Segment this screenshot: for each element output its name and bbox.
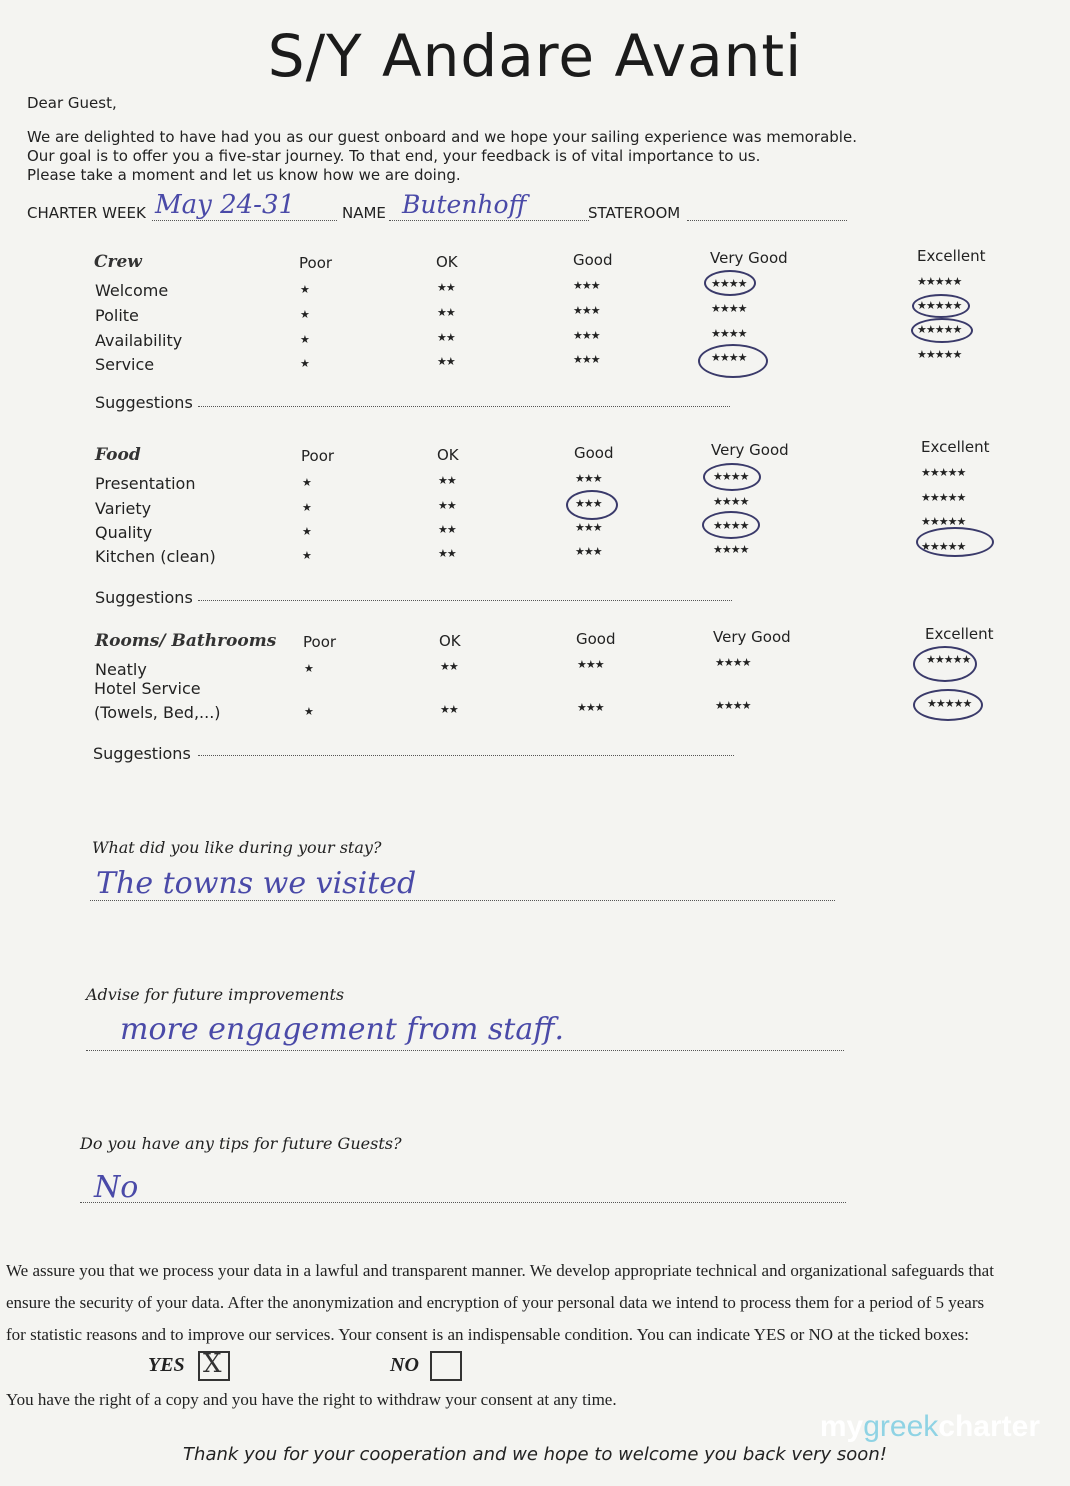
column-very-good: Very Good	[711, 441, 789, 459]
consent-no-label: NO	[390, 1354, 419, 1376]
selection-circle	[912, 294, 970, 318]
answer-tips-field[interactable]	[80, 1202, 846, 1203]
stateroom-label: STATEROOM	[588, 204, 681, 222]
rating-option[interactable]: ★★	[437, 331, 455, 344]
rating-option[interactable]: ★	[302, 525, 311, 538]
column-excellent: Excellent	[917, 247, 986, 265]
document-title: S/Y Andare Avanti	[267, 22, 803, 90]
consent-yes-mark: X	[203, 1349, 222, 1379]
selection-circle	[916, 527, 994, 557]
rating-option[interactable]: ★	[302, 549, 311, 562]
question-improvements: Advise for future improvements	[86, 985, 345, 1004]
rating-option[interactable]: ★★	[438, 474, 456, 487]
rating-option[interactable]: ★★	[440, 703, 458, 716]
rating-option[interactable]: ★★★★	[713, 543, 749, 556]
rating-option[interactable]: ★★★★	[715, 699, 751, 712]
rating-option[interactable]: ★★★	[575, 497, 602, 510]
rating-option[interactable]: ★★★★★	[917, 299, 962, 312]
column-good: Good	[573, 251, 613, 269]
answer-improvements-field[interactable]	[86, 1050, 844, 1051]
selection-circle	[698, 344, 768, 378]
column-good: Good	[574, 444, 614, 462]
rating-option[interactable]: ★★★	[573, 279, 600, 292]
answer-tips: No	[94, 1170, 139, 1205]
suggestions-label: Suggestions	[95, 588, 193, 607]
selection-circle	[702, 511, 760, 539]
question-tips: Do you have any tips for future Guests?	[80, 1134, 402, 1153]
selection-circle	[913, 646, 977, 682]
rating-option[interactable]: ★★★★★	[921, 515, 966, 528]
column-very-good: Very Good	[713, 628, 791, 646]
stateroom-field[interactable]	[687, 220, 847, 221]
intro-line: Please take a moment and let us know how we are doing.	[27, 166, 461, 184]
suggestions-label: Suggestions	[95, 393, 193, 412]
rating-option[interactable]: ★	[302, 476, 311, 489]
rating-option[interactable]: ★★★★★	[917, 275, 962, 288]
column-poor: Poor	[303, 633, 337, 651]
row-label-kitchen: Kitchen (clean)	[95, 547, 216, 566]
answer-liked: The towns we visited	[96, 866, 417, 901]
salutation: Dear Guest,	[27, 94, 117, 112]
rating-option[interactable]: ★★★	[577, 658, 604, 671]
intro-line: We are delighted to have had you as our guest onboard and we hope your sailing experience was memorable.	[27, 128, 857, 146]
rating-option[interactable]: ★★	[437, 355, 455, 368]
rating-option[interactable]: ★★★★	[713, 495, 749, 508]
column-ok: OK	[439, 632, 461, 650]
column-excellent: Excellent	[925, 625, 994, 643]
rating-option[interactable]: ★★★	[575, 521, 602, 534]
section-title: Rooms/ Bathrooms	[95, 631, 277, 651]
rating-option[interactable]: ★★★★★	[926, 653, 971, 666]
thank-you-note: Thank you for your cooperation and we hope to welcome you back very soon!	[183, 1444, 887, 1465]
data-privacy-notice	[6, 1255, 1066, 1351]
rating-option[interactable]: ★★★★	[715, 656, 751, 669]
rating-option[interactable]: ★★★★★	[917, 323, 962, 336]
rating-option[interactable]: ★★	[438, 499, 456, 512]
consent-yes-checkbox[interactable]	[198, 1351, 230, 1381]
rating-option[interactable]: ★	[300, 357, 309, 370]
row-label-neatly: Neatly	[95, 660, 147, 679]
row-label-availability: Availability	[95, 331, 183, 350]
row-label-welcome: Welcome	[95, 281, 169, 300]
rating-option[interactable]: ★★★★★	[921, 491, 966, 504]
suggestions-field[interactable]	[198, 755, 734, 756]
charter-week-field[interactable]	[152, 220, 337, 221]
intro-line: Our goal is to offer you a five-star journey. To that end, your feedback is of vital importance to us.	[27, 147, 761, 165]
logo-part: greek	[863, 1410, 939, 1443]
rating-option[interactable]: ★	[304, 705, 313, 718]
rating-option[interactable]: ★★★	[577, 701, 604, 714]
consent-yes-label: YES	[148, 1354, 185, 1376]
question-liked: What did you like during your stay?	[92, 838, 382, 857]
rating-option[interactable]: ★★	[438, 523, 456, 536]
name-label: NAME	[342, 204, 386, 222]
rating-option[interactable]: ★	[300, 333, 309, 346]
rating-option[interactable]: ★★★★	[713, 519, 749, 532]
selection-circle	[703, 463, 761, 491]
rating-option[interactable]: ★★★★★	[917, 348, 962, 361]
row-label-hotel-service: Hotel Service	[94, 679, 201, 698]
column-ok: OK	[436, 253, 458, 271]
rating-option[interactable]: ★★★	[575, 472, 602, 485]
charter-week-value: May 24-31	[155, 190, 296, 220]
intro-paragraph	[27, 128, 887, 185]
rating-option[interactable]: ★★	[437, 306, 455, 319]
rating-option[interactable]: ★★★★	[711, 277, 747, 290]
rating-option[interactable]: ★★★★★	[927, 697, 972, 710]
rating-option[interactable]: ★	[302, 501, 311, 514]
selection-circle	[913, 689, 983, 721]
rating-option[interactable]: ★★★★	[711, 351, 747, 364]
rating-option[interactable]: ★★★	[573, 353, 600, 366]
row-label-polite: Polite	[95, 306, 139, 325]
column-good: Good	[576, 630, 616, 648]
row-label-service: Service	[95, 355, 155, 374]
row-label-presentation: Presentation	[95, 474, 196, 493]
charter-info-line	[27, 190, 857, 224]
name-field[interactable]	[389, 220, 589, 221]
rating-option[interactable]: ★	[304, 662, 313, 675]
column-excellent: Excellent	[921, 438, 990, 456]
rating-option[interactable]: ★	[300, 283, 309, 296]
privacy-line: ensure the security of your data. After the anonymization and encryption of your personal data we intend to process them for a period of 5 years	[6, 1293, 985, 1312]
rating-option[interactable]: ★★	[437, 281, 455, 294]
column-poor: Poor	[301, 447, 335, 465]
column-poor: Poor	[299, 254, 333, 272]
charter-week-label: CHARTER WEEK	[27, 204, 146, 222]
consent-no-checkbox[interactable]	[430, 1351, 462, 1381]
suggestions-field[interactable]	[198, 406, 730, 407]
rating-option[interactable]: ★★★	[573, 329, 600, 342]
row-label-variety: Variety	[95, 499, 152, 518]
selection-circle	[566, 490, 618, 520]
rating-option[interactable]: ★★★★	[711, 327, 747, 340]
row-label-towels-bed: (Towels, Bed,...)	[94, 703, 221, 722]
rating-option[interactable]: ★★★	[575, 545, 602, 558]
rights-statement: You have the right of a copy and you have the right to withdraw your consent at any time.	[6, 1390, 617, 1409]
rating-option[interactable]: ★★	[440, 660, 458, 673]
row-label-quality: Quality	[95, 523, 153, 542]
rating-option[interactable]: ★	[300, 308, 309, 321]
section-title: Crew	[94, 252, 142, 272]
selection-circle	[911, 318, 973, 343]
rating-option[interactable]: ★★★★★	[921, 466, 966, 479]
rating-option[interactable]: ★★	[438, 547, 456, 560]
privacy-line: for statistic reasons and to improve our services. Your consent is an indispensable condition. You can indicate YES or NO at the ticked boxes:	[6, 1325, 969, 1344]
suggestions-field[interactable]	[198, 600, 732, 601]
answer-improvements: more engagement from staff.	[120, 1012, 564, 1047]
selection-circle	[704, 270, 756, 296]
rating-option[interactable]: ★★★	[573, 304, 600, 317]
mygreekcharter-logo	[820, 1410, 1040, 1444]
rating-option[interactable]: ★★★★	[713, 470, 749, 483]
rating-option[interactable]: ★★★★★	[921, 540, 966, 553]
section-title: Food	[95, 445, 141, 465]
rating-option[interactable]: ★★★★	[711, 302, 747, 315]
suggestions-label: Suggestions	[93, 744, 191, 763]
privacy-line: We assure you that we process your data in a lawful and transparent manner. We develop appropriate technical and organizational safeguards that	[6, 1261, 994, 1280]
name-value: Butenhoff	[402, 190, 527, 219]
column-very-good: Very Good	[710, 249, 788, 267]
logo-part: charter	[938, 1410, 1040, 1443]
logo-part: my	[819, 1410, 864, 1443]
column-ok: OK	[437, 446, 459, 464]
